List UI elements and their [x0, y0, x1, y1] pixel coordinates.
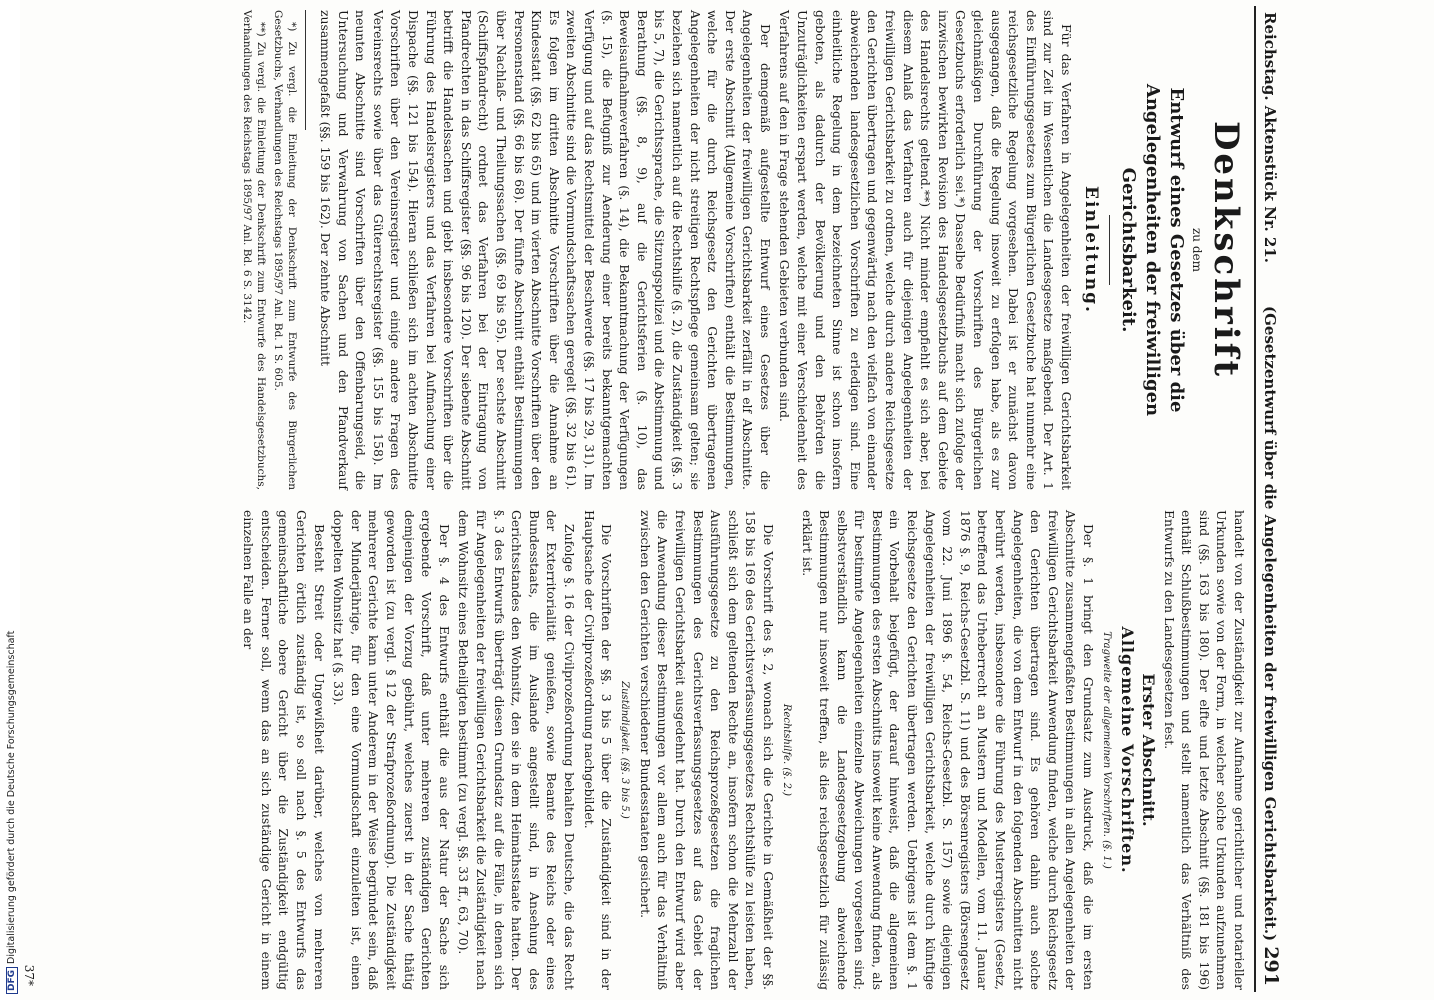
footnote: **) Zu vergl. die Einleitung der Denkschrift zum Entwurfe des Handelsgesetzbuchs, Verhandlungen des Reichstags 1895/97 Anl. Bd. 6 S. 3142. — [240, 10, 268, 490]
document-subtitle: Entwurf eines Gesetzes über die Angelegenheiten der freiwilligen Gerichtsbarkeit. — [1118, 83, 1187, 417]
paragraph: handelt von der Zuständigkeit zur Aufnahme gerichtlicher und notarieller Urkunden sowie von der Form, in welcher solche Urkunden aufzunehmen sind (§§. 163 bis 180). Der elfte und letzte Abschnitt (§§. 181 bis 196) enthält Schlußbestimmungen und stellt namentlich das Verhältniß des Entwurfs zu den Landesgesetzen fest. — [1161, 510, 1247, 990]
paragraph: Für das Verfahren in Angelegenheiten der freiwilligen Gerichtsbarkeit sind zur Zeit im Wesentlichen die Landesgesetze maßgebend. Der Art. 1 des Einführungsgesetzes zum Bürgerlichen Gesetzbuche hat nunmehr eine reichsgesetzliche Regelung vorgesehen. Dabei ist er zunächst davon ausgegangen, daß die Regelung insoweit zu erfolgen habe, als es zur gleichmäßigen Durchführung der Vorschriften des Bürgerlichen Gesetzbuchs erforderlich sei.*) Dasselbe Bedürfniß macht sich zufolge der inzwischen bewirkten Revision des Handelsgesetzbuchs auf dem Gebiete des Handelsrechts geltend.**) Nicht minder empfiehlt es sich aber, bei diesem Anlaß das Verfahren auch für diejenigen Angelegenheiten der freiwilligen Gerichtsbarkeit zu ordnen, welche durch andere Reichsgesetze den Gerichten übertragen und gegenwärtig nach den vielfach von einander abweichenden landesgesetzlichen Vorschriften zu erledigen sind. Eine einheitliche Regelung in dem bezeichneten Sinne ist schon insofern geboten, als dadurch der Bevölkerung und den Behörden die Unzuträglichkeiten erspart werden, welche mit einer Verschiedenheit des Verfahrens auf den in Frage stehenden Gebieten verbunden sind. — [777, 10, 1074, 490]
zu-dem: zu dem — [1190, 227, 1204, 273]
heading-allgemeine-vorschriften: Allgemeine Vorschriften. — [1118, 626, 1138, 874]
marginal-note: Zuständigkeit. (§§. 3 bis 5.) — [619, 681, 631, 819]
paragraph: Der demgemäß aufgestellte Entwurf eines Gesetzes über die Angelegenheiten der freiwilligen Gerichtsbarkeit zerfällt in elf Abschnitte. Der erste Abschnitt (Allgemeine Vorschriften) enthält die Bestimmungen, welche für die durch Reichsgesetz den Gerichten übertragenen Angelegenheiten der nicht streitigen Rechtspflege gemeinsam gelten; sie beziehen sich namentlich auf die Rechtshilfe (§. 2), die Zuständigkeit (§§. 3 bis 5, 7), die Gerichtssprache, die Sitzungspolizei und die Abstimmung und Berathung (§§. 8, 9), auf die Gerichtsferien (§. 10), das Beweisaufnahmeverfahren (§. 14), die Bekanntmachung der Verfügungen (§. 15), die Befugniß zur Aenderung einer bereits bekanntgemachten Verfügung und auf das Rechtsmittel der Beschwerde (§§. 17 bis 29, 31). Im zweiten Abschnitte sind die Vormundschaftssachen geregelt (§§. 32 bis 61). Es folgen im dritten Abschnitte Vorschriften über die Annahme an Kindesstatt (§§. 62 bis 65) und im vierten Abschnitte Vorschriften über den Personenstand (§§. 66 bis 68). Der fünfte Abschnitt enthält Bestimmungen über Nachlaß- und Theilungssachen (§§. 69 bis 95). Der sechste Abschnitt (Schiffspfandrecht) ordnet das Verfahren bei der Eintragung von Pfandrechten in das Schiffsregister (§§. 96 bis 120). Der siebente Abschnitt betrifft die Handelssachen und giebt insbesondere Vorschriften über die Führung des Handelsregisters und das Verfahren bei Aufmachung einer Dispache (§§. 121 bis 154). Hieran schließen sich im achten Abschnitte Vorschriften über den Vereinsregister und einige andere Fragen des Vereinsrechts sowie über das Güterrechtsregister (§§. 155 bis 158). Im neunten Abschnitte sind Vorschriften über den Offenbarungseid, die Untersuchung und Verwahrung von Sachen und den Pfandverkauf zusammengefaßt (§§. 159 bis 162). Der zehnte Abschnitt — [318, 10, 773, 490]
paragraph: Die Vorschriften der §§. 3 bis 5 über die Zuständigkeit sind in der Hauptsache der Civilprozeßordnung nachgebildet. — [581, 510, 615, 990]
stamp-text: Digitalisierung gefördert durch die Deutsche Forschungsgemeinschaft — [6, 630, 17, 964]
header-left: Reichstag. Aktenstück Nr. 21. — [1261, 12, 1279, 263]
marginal-note: Tragweite der allgemeinen Vorschriften. (§. 1.) — [1101, 631, 1113, 869]
footnote: *) Zu vergl. die Einleitung der Denkschrift zum Entwurfe des Bürgerlichen Gesetzbuchs, Verhandlungen des Reichstags 1895/97 Anl. Bd. 1 S. 605. — [271, 10, 299, 490]
paragraph: Zufolge §. 16 der Civilprozeßordnung behalten Deutsche, die das Recht der Exterritorialität genießen, sowie Beamte des Reichs oder eines Bundesstaats, die im Auslande angestellt sind, in Ansehung des Gerichtsstandes den Wohnsitz, den sie in dem Heimathsstaate hatten. Der §. 3 des Entwurfs überträgt diesen Grundsatz auf die Fälle, in denen sich für Angelegenheiten der freiwilligen Gerichtsbarkeit die Zuständigkeit nach dem Wohnsitz eines Betheiligten bestimmt (zu vergl. §§. 33 ff., 63, 70). — [456, 510, 577, 990]
marginal-note: Rechtshilfe. (§. 2.) — [780, 703, 792, 797]
section-einleitung: Einleitung. — [1081, 186, 1101, 314]
dfg-logo: DFG — [6, 967, 18, 994]
header-right: (Gesetzentwurf über die Angelegenheiten der freiwilligen Gerichtsbarkeit.) — [1261, 306, 1279, 942]
title-rule — [1109, 215, 1110, 285]
left-column — [18, 10, 1248, 490]
page-number: 291 — [1260, 946, 1282, 986]
heading-erster-abschnitt: Erster Abschnitt. — [1139, 673, 1159, 827]
paragraph: Der §. 4 des Entwurfs enthält die aus der Natur der Sache sich ergebende Vorschrift, daß unter mehreren zuständigen Gerichten demjenigen der Vorzug gebührt, welches zuerst in der Sache thätig geworden ist (zu vergl. § 12 der Strafprozeßordnung). Die Zuständigkeit mehrerer Gerichte kann unter Anderem in der Weise begründet sein, daß der Minderjährige, für den eine Vormundschaft einzuleiten ist, einen doppelten Wohnsitz hat (§. 33). — [331, 510, 452, 990]
paragraph: Besteht Streit oder Ungewißheit darüber, welches von mehreren Gerichten örtlich zuständig ist, so soll nach §. 5 des Entwurfs das gemeinschaftliche obere Gericht über die Zuständigkeit endgültig entscheiden. Ferner soll, wenn das an sich zuständige Gericht in einem einzelnen Falle an der — [241, 510, 327, 990]
footnote-rule — [305, 10, 306, 130]
paragraph: Die Vorschrift des §. 2, wonach sich die Gerichte in Gemäßheit der §§. 158 bis 169 des Gerichtsverfassungsgesetzes Rechtshülfe zu leisten haben, schließt sich dem geltenden Rechte an, insofern schon die Mehrzahl der Ausführungsgesetze zu den Reichsprozeßgesetzen die fraglichen Bestimmungen des Gerichtsverfassungsgesetzes auf das Gebiet der freiwilligen Gerichtsbarkeit ausgedehnt hat. Durch den Entwurf wird aber die Anwendung dieser Bestimmungen vor allem auch für das Verhältniß zwischen den Gerichten verschiedener Bundesstaaten gesichert. — [637, 510, 776, 990]
running-header — [1254, 6, 1284, 992]
sheet-signature: 37* — [22, 964, 36, 986]
document-title: Denkschrift — [1206, 120, 1246, 380]
right-column — [18, 510, 1248, 990]
paragraph: Der §. 1 bringt den Grundsatz zum Ausdruck, daß die im ersten Abschnitte zusammengefaßten Bestimmungen in allen Angelegenheiten der freiwilligen Gerichtsbarkeit Anwendung finden, welche durch Reichsgesetz den Gerichten übertragen sind. Es gehören dahin auch solche Angelegenheiten, die von dem Entwurf in den folgenden Abschnitten nicht berührt werden, insbesondere die Führung des Musterregisters (Gesetz, betreffend das Urheberrecht an Mustern und Modellen, vom 11. Januar 1876 §. 9, Reichs-Gesetzbl. S. 11) und des Börsenregisters (Börsengesetz vom 22. Juni 1896 §. 54, Reichs-Gesetzbl. S. 157) sowie diejenigen Angelegenheiten der freiwilligen Gerichtsbarkeit, welche durch künftige Reichsgesetze den Gerichten übertragen werden. Uebrigens ist dem §. 1 ein Vorbehalt beigefügt, der darauf hinweist, daß die allgemeinen Bestimmungen des ersten Abschnitts insoweit keine Anwendung finden, als für bestimmte Angelegenheiten einzelne Abweichungen vorgesehen sind; selbstverständlich kann die Landesgesetzgebung abweichende Bestimmungen nur insoweit treffen, als dies reichsgesetzlich für zulässig erklärt ist. — [799, 510, 1097, 990]
